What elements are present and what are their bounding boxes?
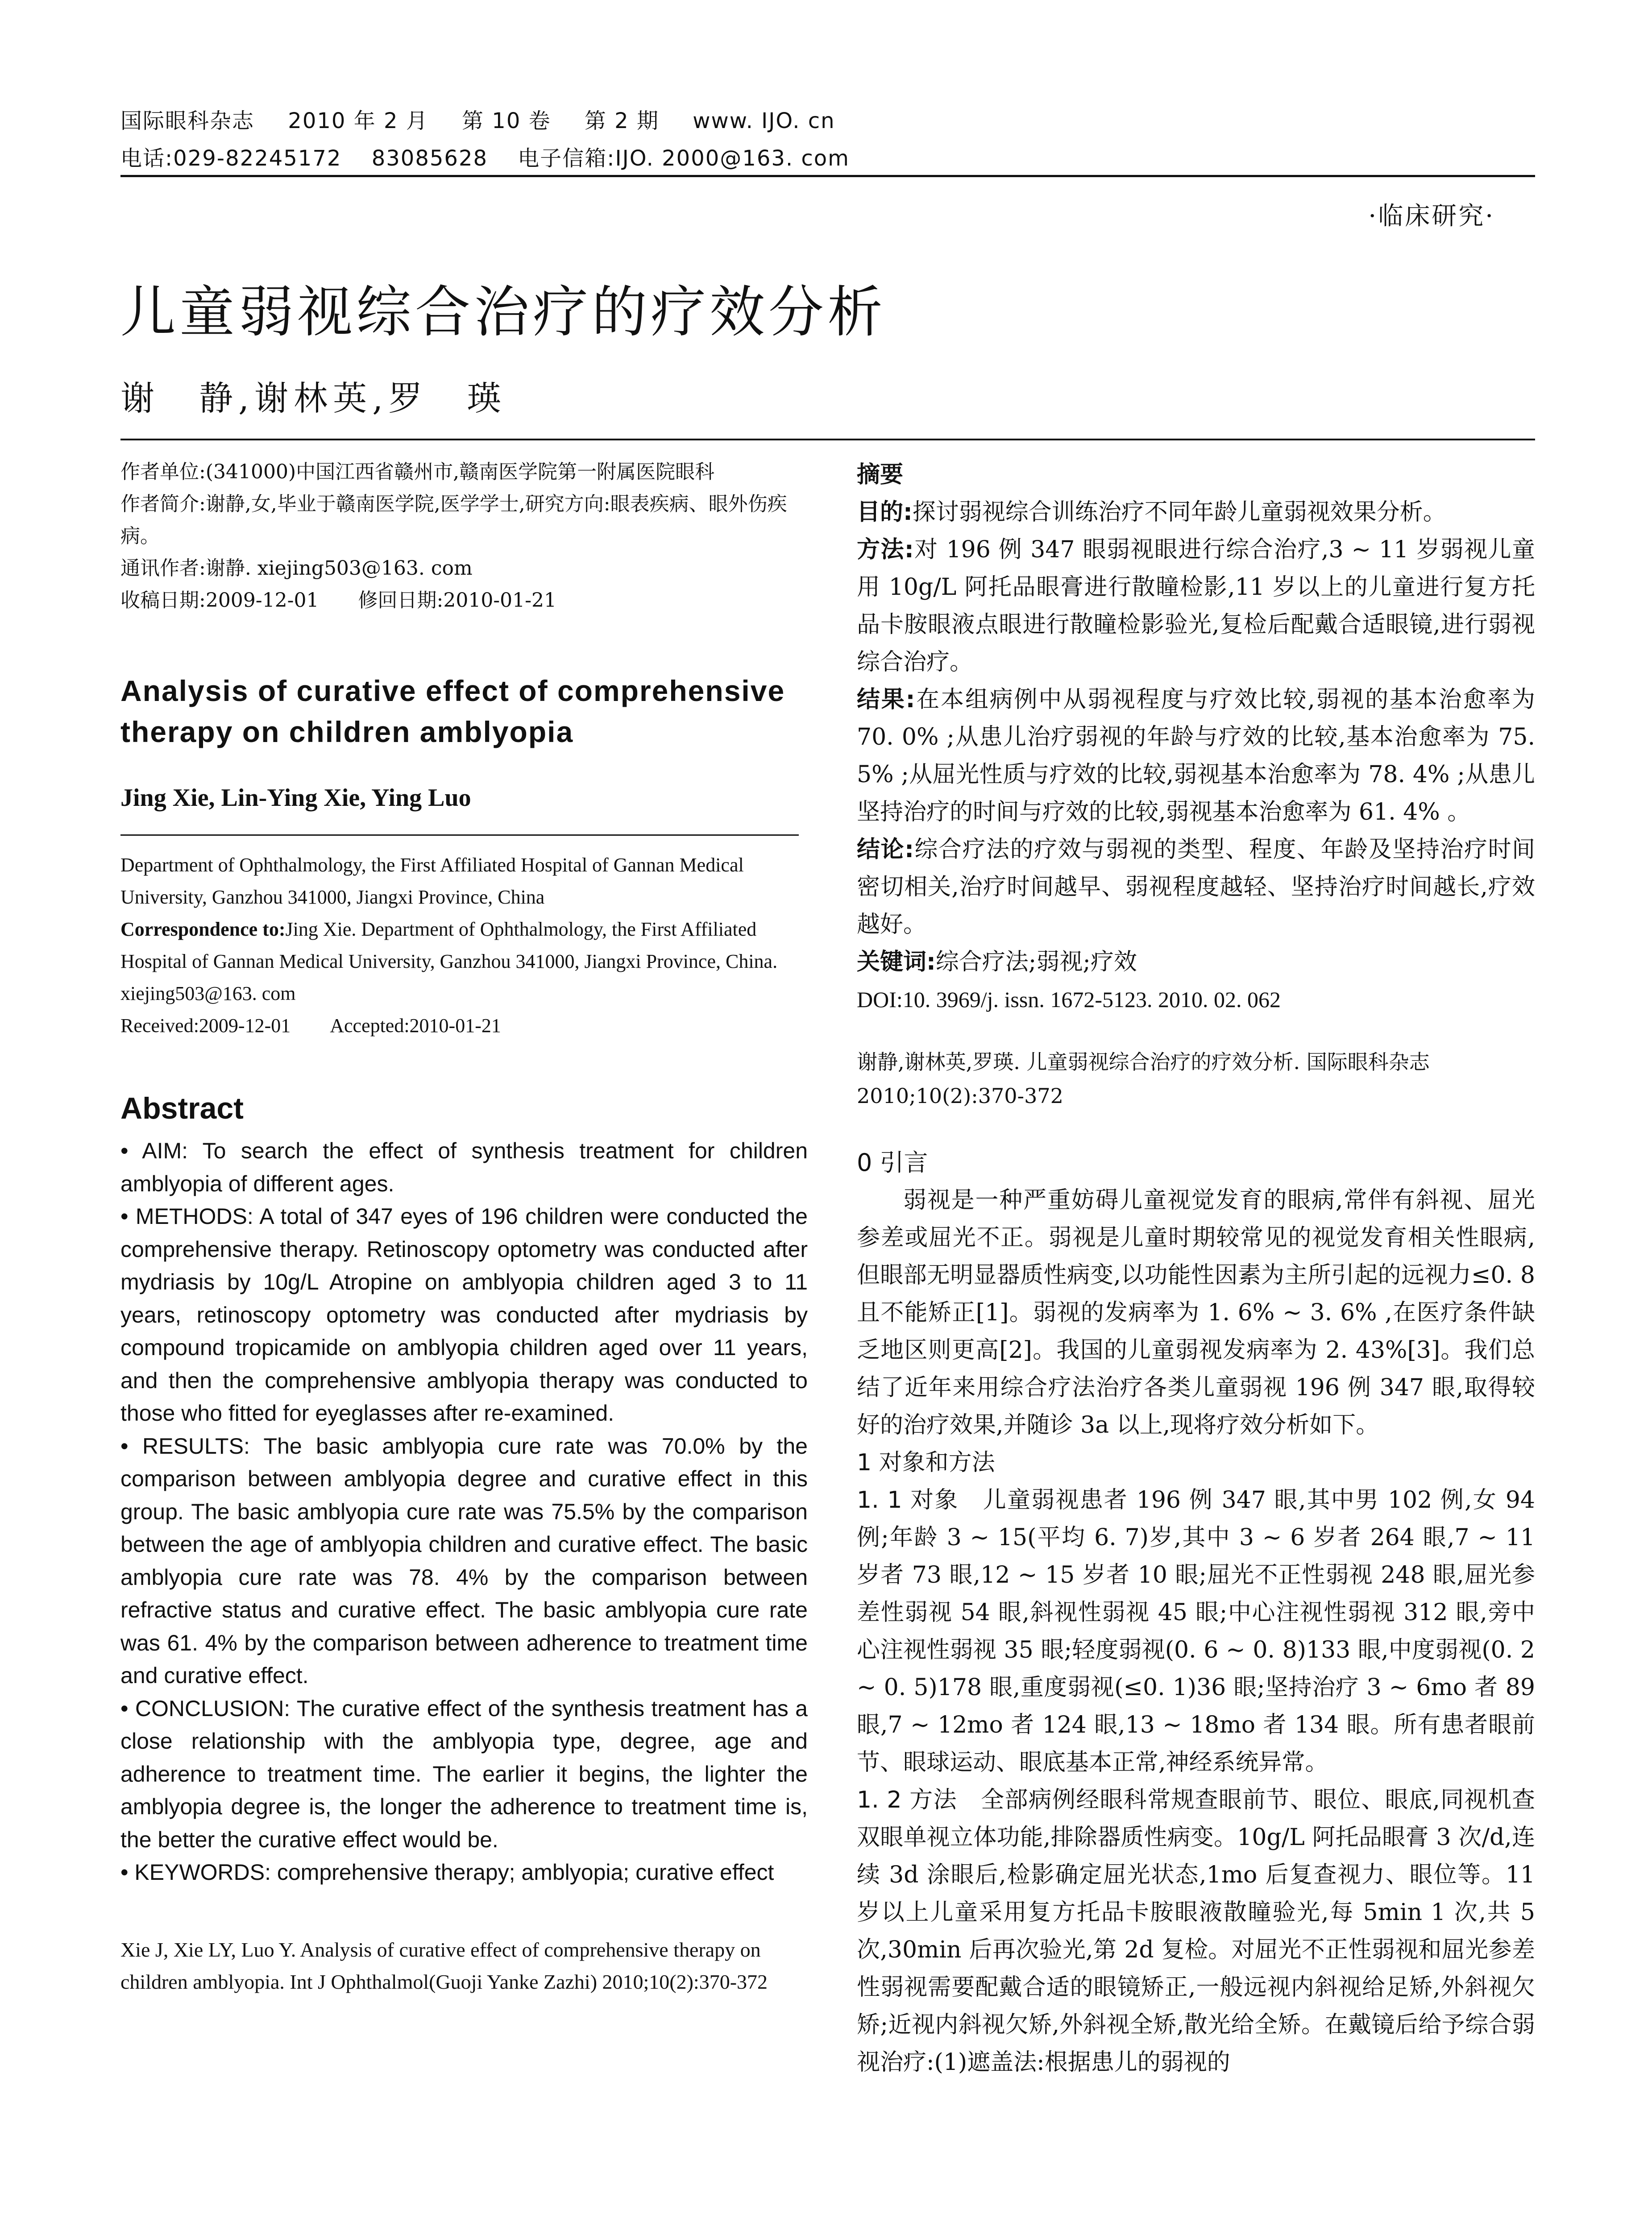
results-text: 在本组病例中从弱视程度与疗效比较,弱视的基本治愈率为 70. 0% ;从患儿治疗弱视的年龄与疗效的比较,基本治愈率为 75. 5% ;从屈光性质与疗效的比较,弱视基本治愈率为 78. 4% ;从患儿坚持治疗的时间与疗效的比较,弱视基本治愈率为 61. 4% 。 [857,686,1536,825]
abstract-cn-results [857,681,1535,831]
methods-text: 对 196 例 347 眼弱视眼进行综合治疗,3 ~ 11 岁弱视儿童用 10g/L 阿托品眼膏进行散瞳检影,11 岁以上的儿童进行复方托品卡胺眼液点眼进行散瞳检影验光,复检后配戴合适眼镜,进行弱视综合治疗。 [857,536,1536,676]
affiliation-en: Department of Ophthalmology, the First Affiliated Hospital of Gannan Medical University, Ganzhou 341000, Jiangxi Province, China [120,854,744,908]
sec11-text: 儿童弱视患者 196 例 347 眼,其中男 102 例,女 94 例;年龄 3 ~ 15(平均 6. 7)岁,其中 3 ~ 6 岁者 264 眼,7 ~ 11 岁者 73 眼,12 ~ 15 岁者 10 眼;屈光不正性弱视 248 眼,屈光参差性弱视 54 眼,斜视性弱视 45 眼;中心注视性弱视 312 眼,旁中心注视性弱视 35 眼;轻度弱视(0. 6 ~ 0. 8)133 眼,中度弱视(0. 2 ~ 0. 5)178 眼,重度弱视(≤0. 1)36 眼;坚持治疗 3 ~ 6mo 者 89 眼,7 ~ 12mo 者 124 眼,13 ~ 18mo 者 134 眼。所有患者眼前节、眼球运动、眼底基本正常,神经系统异常。 [857,1487,1535,1776]
sec11-para [857,1481,1535,1781]
abstract-aim: • AIM: To search the effect of synthesis treatment for children amblyopia of different ages. [120,1138,808,1196]
phone-2: 83085628 [371,146,488,171]
abstract-cn-aim [857,493,1535,531]
issue-number: 第 2 期 [584,108,659,133]
sec12-para [857,1781,1535,2081]
intro-text: 弱视是一种严重妨碍儿童视觉发育的眼病,常伴有斜视、屈光参差或屈光不正。弱视是儿童时期较常见的视觉发育相关性眼病,但眼部无明显器质性病变,以功能性因素为主所引起的远视力≤0. 8 且不能矫正[1]。弱视的发病率为 1. 6% ~ 3. 6% ,在医疗条件缺乏地区则更高[2]。我国的儿童弱视发病率为 2. 43%[3]。我们总结了近年来用综合疗法治疗各类儿童弱视 196 例 347 眼,取得较好的治疗效果,并随诊 3a 以上,现将疗效分析如下。 [857,1187,1535,1439]
keywords-label: 关键词: [857,949,936,975]
corresponding-author-cn: 通讯作者:谢静. xiejing503@163. com [120,557,473,580]
journal-website: www. IJO. cn [693,108,835,133]
conclusion-label: 结论: [857,836,914,863]
abstract-conclusion: • CONCLUSION: The curative effect of the synthesis treatment has a close relationship with the amblyopia type, degree, age and adherence to treatment time. The earlier it begins, the lighter the amblyopia degree is, the longer the adherence to treatment time is, the better the curative effect would be. [120,1696,808,1852]
author-affiliation-cn: 作者单位:(341000)中国江西省赣州市,赣南医学院第一附属医院眼科 [120,460,715,483]
authors-cn: 谢 静,谢林英,罗 瑛 [120,378,506,418]
intro-heading: 0 引言 [857,1149,928,1177]
journal-name: 国际眼科杂志 [120,108,255,133]
abstract-cn-heading: 摘要 [857,461,904,488]
abstract-cn-keywords [857,943,1535,981]
author-bio-cn: 作者简介:谢静,女,毕业于赣南医学院,医学学士,研究方向:眼表疾病、眼外伤疾病。 [120,493,787,547]
article-title-cn: 儿童弱视综合治疗的疗效分析 [120,280,887,344]
results-label: 结果: [857,686,915,713]
keywords-text: 综合疗法;弱视;疗效 [935,949,1137,975]
citation-en: Xie J, Xie LY, Luo Y. Analysis of curative effect of comprehensive therapy on children amblyopia. Int J Ophthalmol(Guoji Yanke Zazhi) 2010;10(2):370-372 [120,1938,768,1993]
abstract-results: • RESULTS: The basic amblyopia cure rate was 70.0% by the comparison between amblyopia degree and curative effect in this group. The basic amblyopia cure rate was 75.5% by the comparison between the age of amblyopia children and curative effect. The basic amblyopia cure rate was 78. 4% by the comparison between refractive status and curative effect. The basic amblyopia cure rate was 61. 4% by the comparison between adherence to treatment time and curative effect. [120,1433,808,1688]
citation-cn: 谢静,谢林英,罗瑛. 儿童弱视综合治疗的疗效分析. 国际眼科杂志 2010;10(2):370-372 [857,1050,1430,1108]
aim-label: 目的: [857,499,913,526]
conclusion-text: 综合疗法的疗效与弱视的类型、程度、年龄及坚持治疗时间密切相关,治疗时间越早、弱视程度越轻、坚持治疗时间越长,疗效越好。 [857,836,1535,938]
aim-text: 探讨弱视综合训练治疗不同年龄儿童弱视效果分析。 [912,499,1446,526]
affiliation-en-block [120,849,808,1042]
volume: 第 10 卷 [462,108,551,133]
journal-header-line1 [120,104,861,134]
phone: 电话:029-82245172 [120,146,342,171]
affiliation-rule [120,834,799,836]
intro-section [857,1182,1535,1444]
sec1-heading: 1 对象和方法 [857,1449,995,1476]
title-rule [120,439,1535,440]
correspondence-en [120,913,808,1010]
abstract-cn-conclusion [857,831,1535,943]
received-date-cn: 收稿日期:2009-12-01 修回日期:2010-01-21 [120,589,557,612]
left-column [120,456,808,1998]
sec11 [857,1481,1535,2081]
abstract-keywords: • KEYWORDS: comprehensive therapy; amblyopia; curative effect [120,1860,774,1885]
authors-en: Jing Xie, Lin-Ying Xie, Ying Luo [120,784,471,812]
methods-label: 方法: [857,536,914,563]
abstract-en-heading: Abstract [120,1091,244,1125]
sec12-text: 全部病例经眼科常规查眼前节、眼位、眼底,同视机查双眼单视立体功能,排除器质性病变。10g/L 阿托品眼膏 3 次/d,连续 3d 涂眼后,检影确定屈光状态,1mo 后复查视力、眼位等。11 岁以上儿童采用复方托品卡胺眼液散瞳验光,每 5min 1 次,共 5 次,30min 后再次验光,第 2d 复检。对屈光不正性弱视和屈光参差性弱视需要配戴合适的眼镜矫正,一般远视内斜视给足矫,外斜视欠矫;近视内斜视欠矫,外斜视全矫,散光给全矫。在戴镜后给予综合弱视治疗:(1)遮盖法:根据患儿的弱视的 [857,1787,1535,2076]
email: 电子信箱:IJO. 2000@163. com [518,146,850,171]
sec11-label: 1. 1 对象 [857,1487,959,1514]
abstract-cn-methods [857,531,1535,681]
sec12-label: 1. 2 方法 [857,1787,957,1813]
header-rule [120,175,1535,177]
issue-date: 2010 年 2 月 [288,108,428,133]
abstract-methods: • METHODS: A total of 347 eyes of 196 children were conducted the comprehensive therapy. Retinoscopy optometry was conducted after mydriasis by 10g/L Atropine on amblyopia children aged 3 to 11 years, retinoscopy optometry was conducted after mydriasis by compound tropicamide on amblyopia children aged over 11 years, and then the comprehensive amblyopia therapy was conducted to those who fitted for eyeglasses after re-examined. [120,1204,808,1426]
right-column [857,456,1535,2081]
author-info-cn [120,456,808,617]
abstract-cn [857,493,1535,1018]
received-en: Received:2009-12-01 Accepted:2010-01-21 [120,1015,501,1037]
abstract-en [120,1135,808,1889]
correspondence-text: Jing Xie. Department of Ophthalmology, the First Affiliated Hospital of Gannan Medical University, Ganzhou 341000, Jiangxi Province, China. xiejing503@163. com [120,918,778,1004]
journal-header-line2 [120,141,872,172]
article-title-en: Analysis of curative effect of comprehensive therapy on children amblyopia [120,674,785,748]
correspondence-label: Correspondence to: [120,918,286,940]
section-tag: ·临床研究· [1368,202,1495,231]
doi: DOI:10. 3969/j. issn. 1672-5123. 2010. 02. 062 [857,987,1281,1012]
